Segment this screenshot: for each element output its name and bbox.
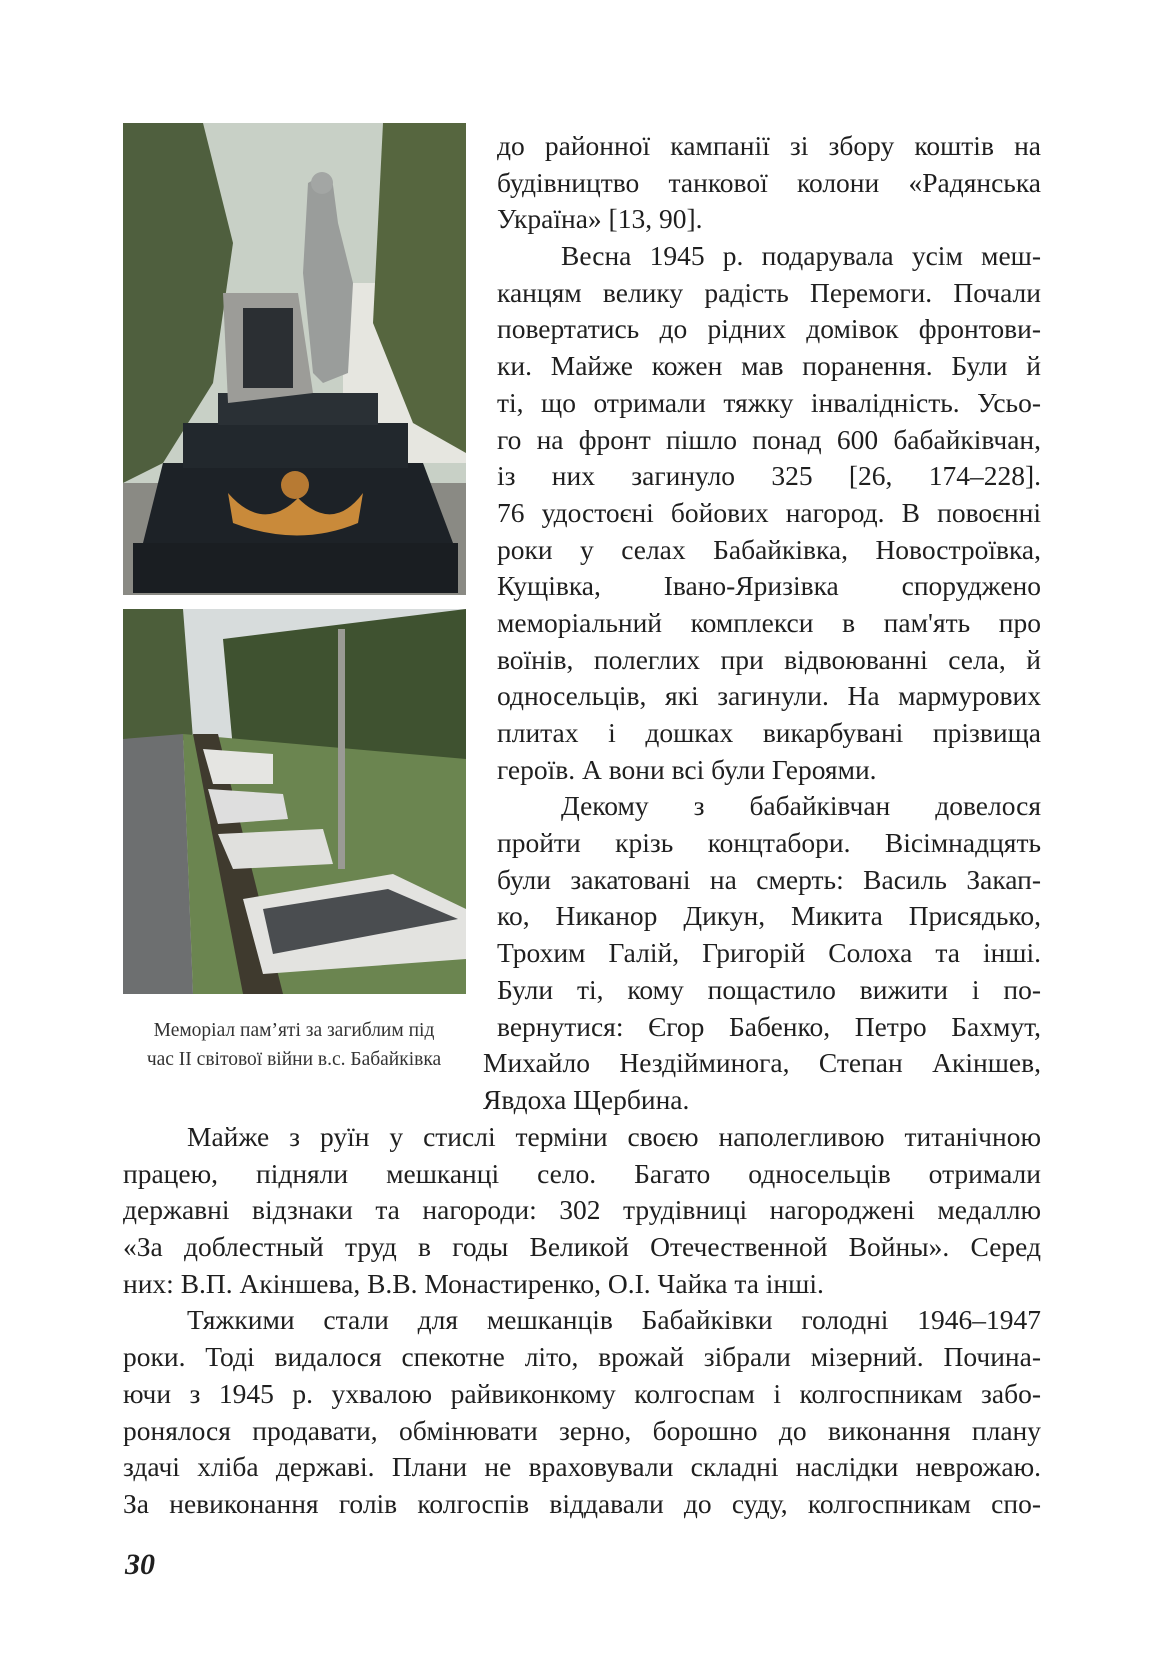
text-line: Весна 1945 р. подарувала усім меш-	[561, 240, 1041, 272]
text-line: до районної кампанії зі збору коштів на	[497, 130, 1041, 161]
text-line: державні відзнаки та нагороди: 302 трудівниці нагороджені медаллю	[123, 1194, 1041, 1226]
text-line: роки у селах Бабайківка, Новостроївка,	[497, 533, 1041, 565]
full-text-block	[123, 1119, 1041, 1523]
text-line: Трохим Галій, Григорій Солоха та інші.	[497, 937, 1041, 969]
text-line: героїв. А вони всі були Героями.	[497, 753, 877, 785]
caption-line: Меморіал пам’яті за загиблим під	[153, 1020, 435, 1041]
page-number: 30	[125, 1548, 155, 1581]
text-line: здачі хліба державі. Плани не враховували складні наслідки неврожаю.	[123, 1451, 1041, 1483]
text-line: канцям велику радість Перемоги. Почали	[497, 276, 1041, 308]
text-line: були закатовані на смерть: Василь Закап-	[497, 863, 1041, 895]
text-line: Декому з бабайківчан довелося	[561, 790, 1041, 822]
text-line: працею, підняли мешканці село. Багато односельців отримали	[123, 1157, 1041, 1189]
monument-photo	[123, 123, 466, 595]
text-line: будівництво танкової колони «Радянська	[497, 166, 1041, 198]
text-line: Михайло Нездійминога, Степан Акіншев,	[483, 1047, 1041, 1079]
text-line: із них загинуло 325 [26, 174–228].	[497, 460, 1041, 492]
figure-caption	[118, 1016, 470, 1074]
text-line: ронялося продавати, обмінювати зерно, борошно до виконання плану	[123, 1414, 1041, 1446]
text-line: го на фронт пішло понад 600 бабайківчан,	[497, 423, 1041, 455]
text-line: односельців, які загинули. На мармурових	[497, 680, 1041, 712]
text-line: меморіальний комплекси в пам'ять про	[497, 606, 1041, 638]
side-text-column	[483, 128, 1041, 1119]
memorial-plaques-photo	[123, 609, 466, 994]
text-line: Україна» [13, 90].	[497, 203, 703, 235]
text-line: Кущівка, Івано-Яризівка споруджено	[497, 570, 1041, 602]
text-line: ки. Майже кожен мав поранення. Були й	[497, 350, 1041, 382]
text-line: плитах і дошках викарбувані прізвища	[497, 717, 1041, 748]
text-line: воїнів, полеглих при відвоюванні села, й	[497, 643, 1041, 675]
text-line: вернутися: Єгор Бабенко, Петро Бахмут,	[497, 1010, 1041, 1042]
text-line: пройти крізь концтабори. Вісімнадцять	[497, 827, 1041, 859]
text-line: них: В.П. Акіншева, В.В. Монастиренко, О.І. Чайка та інші.	[123, 1267, 824, 1299]
text-line: Були ті, кому пощастило вижити і по-	[497, 973, 1041, 1005]
text-line: ті, що отримали тяжку інвалідність. Усьо-	[497, 386, 1041, 418]
caption-line: час ІІ світової війни в.с. Бабайківка	[146, 1049, 442, 1070]
text-line: Явдоха Щербина.	[483, 1083, 690, 1115]
text-line: 76 удостоєні бойових нагород. В повоєнні	[497, 496, 1041, 528]
text-line: «За доблестный труд в годы Великой Отечественной Войны». Серед	[123, 1231, 1041, 1263]
text-line: ючи з 1945 р. ухвалою райвиконкому колгоспам і колгоспникам забо-	[123, 1377, 1041, 1409]
text-line: роки. Тоді видалося спекотне літо, врожай зібрали мізерний. Почина-	[123, 1341, 1041, 1373]
text-line: Майже з руїн у стислі терміни своєю наполегливою титанічною	[187, 1121, 1041, 1152]
text-line: За невиконання голів колгоспів віддавали до суду, колгоспникам спо-	[123, 1487, 1041, 1519]
text-line: повертатись до рідних домівок фронтови-	[497, 313, 1041, 345]
text-line: Тяжкими стали для мешканців Бабайківки голодні 1946–1947	[187, 1304, 1041, 1336]
text-line: ко, Никанор Дикун, Микита Присядько,	[497, 900, 1041, 932]
